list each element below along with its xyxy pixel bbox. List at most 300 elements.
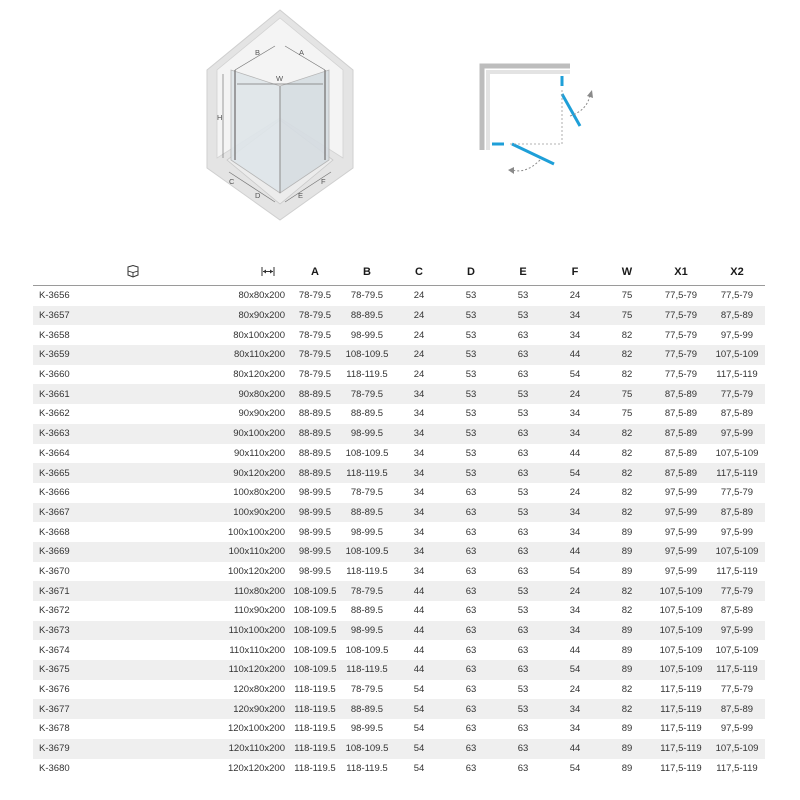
cell-x1: 77,5-79 bbox=[664, 310, 698, 322]
cell-model-code: K-3677 bbox=[39, 703, 70, 715]
cell-d: 53 bbox=[465, 290, 477, 302]
cell-size: 120x80x200 bbox=[233, 684, 285, 696]
table-row bbox=[33, 522, 765, 542]
cell-d: 53 bbox=[465, 467, 477, 479]
cell-model-code: K-3674 bbox=[39, 644, 70, 656]
cell-e: 53 bbox=[517, 684, 529, 696]
header-f: F bbox=[571, 265, 579, 278]
cell-size: 110x110x200 bbox=[229, 644, 285, 656]
cell-x2: 117,5-119 bbox=[716, 369, 758, 381]
cell-x1: 117,5-119 bbox=[660, 743, 702, 755]
cell-x1: 87,5-89 bbox=[664, 388, 698, 400]
cell-w: 89 bbox=[621, 526, 633, 538]
cell-w: 82 bbox=[621, 467, 633, 479]
cell-e: 63 bbox=[517, 467, 529, 479]
cell-x1: 97,5-99 bbox=[664, 526, 698, 538]
cell-b: 108-109.5 bbox=[345, 644, 389, 656]
cell-e: 63 bbox=[517, 369, 529, 381]
cell-size: 100x100x200 bbox=[227, 526, 285, 538]
cell-model-code: K-3676 bbox=[39, 684, 70, 696]
cell-d: 63 bbox=[465, 644, 477, 656]
cell-x1: 117,5-119 bbox=[660, 762, 702, 774]
cell-size: 100x120x200 bbox=[227, 565, 285, 577]
cell-a: 108-109.5 bbox=[293, 664, 337, 676]
cell-f: 44 bbox=[569, 644, 581, 656]
cell-e: 53 bbox=[517, 388, 529, 400]
cell-f: 24 bbox=[569, 388, 581, 400]
cell-size: 90x80x200 bbox=[238, 388, 285, 400]
cell-x2: 97,5-99 bbox=[720, 625, 754, 637]
right-swing-arrowhead-icon bbox=[587, 90, 593, 98]
cell-f: 24 bbox=[569, 585, 581, 597]
cell-size: 80x110x200 bbox=[233, 349, 285, 361]
cell-w: 82 bbox=[621, 703, 633, 715]
cell-f: 34 bbox=[569, 723, 581, 735]
cell-x1: 117,5-119 bbox=[660, 723, 702, 735]
cell-x1: 117,5-119 bbox=[660, 703, 702, 715]
cell-b: 78-79.5 bbox=[350, 684, 384, 696]
right-door-open-glass bbox=[562, 94, 580, 126]
cell-c: 24 bbox=[413, 290, 425, 302]
cell-f: 54 bbox=[569, 762, 581, 774]
cell-size: 120x100x200 bbox=[227, 723, 285, 735]
cell-x2: 107,5-109 bbox=[715, 743, 759, 755]
cell-x1: 77,5-79 bbox=[664, 369, 698, 381]
cell-x2: 97,5-99 bbox=[720, 526, 754, 538]
cell-model-code: K-3678 bbox=[39, 723, 70, 735]
cell-x1: 107,5-109 bbox=[659, 625, 703, 637]
cell-model-code: K-3659 bbox=[39, 349, 70, 361]
cell-x1: 97,5-99 bbox=[664, 565, 698, 577]
cell-d: 63 bbox=[465, 605, 477, 617]
cell-w: 82 bbox=[621, 605, 633, 617]
cell-b: 78-79.5 bbox=[350, 487, 384, 499]
table-row bbox=[33, 286, 765, 306]
cell-f: 44 bbox=[569, 546, 581, 558]
cell-a: 78-79.5 bbox=[298, 310, 332, 322]
cell-size: 80x100x200 bbox=[233, 329, 285, 341]
cell-c: 34 bbox=[413, 408, 425, 420]
cell-f: 54 bbox=[569, 664, 581, 676]
cell-c: 24 bbox=[413, 310, 425, 322]
cell-d: 63 bbox=[465, 664, 477, 676]
cell-x1: 97,5-99 bbox=[664, 487, 698, 499]
cell-b: 78-79.5 bbox=[350, 585, 384, 597]
cell-c: 44 bbox=[413, 644, 425, 656]
cell-a: 108-109.5 bbox=[293, 585, 337, 597]
cell-x1: 97,5-99 bbox=[664, 546, 698, 558]
cell-x1: 87,5-89 bbox=[664, 447, 698, 459]
cell-e: 63 bbox=[517, 762, 529, 774]
header-x1: X1 bbox=[674, 265, 688, 278]
cell-x1: 77,5-79 bbox=[664, 329, 698, 341]
table-row bbox=[33, 365, 765, 385]
table-row bbox=[33, 601, 765, 621]
cell-size: 80x120x200 bbox=[233, 369, 285, 381]
left-door-open-glass bbox=[512, 144, 554, 164]
cell-size: 90x100x200 bbox=[233, 428, 285, 440]
cell-d: 53 bbox=[465, 388, 477, 400]
cell-e: 63 bbox=[517, 546, 529, 558]
cell-w: 82 bbox=[621, 487, 633, 499]
cell-model-code: K-3670 bbox=[39, 565, 70, 577]
cell-d: 53 bbox=[465, 447, 477, 459]
cell-a: 98-99.5 bbox=[298, 506, 332, 518]
cell-a: 98-99.5 bbox=[298, 546, 332, 558]
cell-w: 75 bbox=[621, 388, 633, 400]
cell-model-code: K-3667 bbox=[39, 506, 70, 518]
cell-f: 34 bbox=[569, 329, 581, 341]
cell-x2: 107,5-109 bbox=[715, 447, 759, 459]
cell-f: 34 bbox=[569, 605, 581, 617]
left-swing-arrowhead-icon bbox=[508, 167, 514, 174]
cell-x1: 107,5-109 bbox=[659, 605, 703, 617]
cell-model-code: K-3679 bbox=[39, 743, 70, 755]
label-c: C bbox=[229, 177, 235, 186]
cell-f: 34 bbox=[569, 408, 581, 420]
cell-b: 118-119.5 bbox=[346, 762, 388, 774]
cell-x1: 117,5-119 bbox=[660, 684, 702, 696]
cell-a: 88-89.5 bbox=[298, 408, 332, 420]
cell-e: 53 bbox=[517, 585, 529, 597]
cell-d: 63 bbox=[465, 585, 477, 597]
cell-e: 63 bbox=[517, 664, 529, 676]
cell-x1: 87,5-89 bbox=[664, 408, 698, 420]
cell-d: 63 bbox=[465, 743, 477, 755]
cell-b: 118-119.5 bbox=[346, 565, 388, 577]
cell-x2: 77,5-79 bbox=[720, 585, 754, 597]
cell-f: 54 bbox=[569, 565, 581, 577]
cell-model-code: K-3671 bbox=[39, 585, 70, 597]
cell-c: 34 bbox=[413, 526, 425, 538]
cell-d: 63 bbox=[465, 762, 477, 774]
label-b: B bbox=[255, 48, 261, 57]
cell-w: 82 bbox=[621, 428, 633, 440]
cell-b: 98-99.5 bbox=[350, 723, 384, 735]
cell-c: 54 bbox=[413, 684, 425, 696]
cell-c: 34 bbox=[413, 428, 425, 440]
cell-x2: 107,5-109 bbox=[715, 644, 759, 656]
cell-x2: 87,5-89 bbox=[720, 605, 754, 617]
cell-f: 34 bbox=[569, 703, 581, 715]
cell-d: 63 bbox=[465, 684, 477, 696]
cell-w: 82 bbox=[621, 684, 633, 696]
table-row bbox=[33, 306, 765, 326]
cell-x2: 77,5-79 bbox=[720, 388, 754, 400]
cell-size: 110x100x200 bbox=[228, 625, 285, 637]
cell-x2: 117,5-119 bbox=[716, 467, 758, 479]
table-row bbox=[33, 404, 765, 424]
cell-size: 100x80x200 bbox=[233, 487, 285, 499]
cell-w: 82 bbox=[621, 349, 633, 361]
label-h: H bbox=[217, 113, 223, 122]
cell-f: 44 bbox=[569, 349, 581, 361]
cell-c: 34 bbox=[413, 447, 425, 459]
table-row bbox=[33, 562, 765, 582]
table-row bbox=[33, 640, 765, 660]
cell-w: 89 bbox=[621, 723, 633, 735]
cell-e: 63 bbox=[517, 447, 529, 459]
cell-b: 98-99.5 bbox=[350, 526, 384, 538]
cell-w: 89 bbox=[621, 565, 633, 577]
cell-d: 63 bbox=[465, 625, 477, 637]
cell-a: 108-109.5 bbox=[293, 605, 337, 617]
cell-a: 98-99.5 bbox=[298, 565, 332, 577]
cell-c: 44 bbox=[413, 664, 425, 676]
cell-a: 118-119.5 bbox=[294, 703, 336, 715]
cell-model-code: K-3665 bbox=[39, 467, 70, 479]
cell-size: 120x120x200 bbox=[227, 762, 285, 774]
cell-c: 24 bbox=[413, 369, 425, 381]
cell-e: 63 bbox=[517, 565, 529, 577]
cell-d: 53 bbox=[465, 428, 477, 440]
cell-d: 53 bbox=[465, 310, 477, 322]
cell-f: 34 bbox=[569, 506, 581, 518]
cell-size: 90x120x200 bbox=[233, 467, 285, 479]
cell-b: 88-89.5 bbox=[350, 506, 384, 518]
cell-c: 44 bbox=[413, 585, 425, 597]
cell-d: 63 bbox=[465, 723, 477, 735]
cell-e: 53 bbox=[517, 290, 529, 302]
cell-a: 118-119.5 bbox=[294, 684, 336, 696]
cell-a: 88-89.5 bbox=[298, 447, 332, 459]
cell-x1: 97,5-99 bbox=[664, 506, 698, 518]
cell-b: 88-89.5 bbox=[350, 703, 384, 715]
cell-w: 75 bbox=[621, 310, 633, 322]
cell-c: 54 bbox=[413, 743, 425, 755]
cell-e: 63 bbox=[517, 428, 529, 440]
cell-model-code: K-3680 bbox=[39, 762, 70, 774]
cell-c: 54 bbox=[413, 703, 425, 715]
cell-size: 80x80x200 bbox=[238, 290, 285, 302]
cell-model-code: K-3664 bbox=[39, 447, 70, 459]
cell-a: 108-109.5 bbox=[293, 644, 337, 656]
cell-w: 75 bbox=[621, 290, 633, 302]
cell-w: 75 bbox=[621, 408, 633, 420]
cell-a: 88-89.5 bbox=[298, 428, 332, 440]
cell-size: 90x110x200 bbox=[233, 447, 285, 459]
isometric-enclosure-diagram bbox=[205, 8, 355, 223]
cell-model-code: K-3672 bbox=[39, 605, 70, 617]
cell-x1: 87,5-89 bbox=[664, 428, 698, 440]
cell-e: 63 bbox=[517, 526, 529, 538]
cell-b: 118-119.5 bbox=[346, 369, 388, 381]
header-x2: X2 bbox=[730, 265, 744, 278]
cell-b: 118-119.5 bbox=[346, 467, 388, 479]
cell-x1: 77,5-79 bbox=[664, 290, 698, 302]
cell-f: 54 bbox=[569, 369, 581, 381]
cell-x2: 87,5-89 bbox=[720, 703, 754, 715]
cell-size: 90x90x200 bbox=[238, 408, 285, 420]
cell-x2: 117,5-119 bbox=[716, 565, 758, 577]
door-swing-dotted-lines bbox=[508, 90, 562, 144]
cell-a: 98-99.5 bbox=[298, 487, 332, 499]
cell-e: 53 bbox=[517, 487, 529, 499]
cell-model-code: K-3656 bbox=[39, 290, 70, 302]
cell-c: 44 bbox=[413, 625, 425, 637]
cell-e: 63 bbox=[517, 329, 529, 341]
cell-size: 120x110x200 bbox=[228, 743, 285, 755]
cell-a: 88-89.5 bbox=[298, 467, 332, 479]
cell-c: 44 bbox=[413, 605, 425, 617]
cell-model-code: K-3660 bbox=[39, 369, 70, 381]
table-row bbox=[33, 325, 765, 345]
table-row bbox=[33, 542, 765, 562]
cell-model-code: K-3657 bbox=[39, 310, 70, 322]
table-row bbox=[33, 759, 765, 779]
cell-size: 110x80x200 bbox=[233, 585, 285, 597]
cell-e: 63 bbox=[517, 349, 529, 361]
header-b: B bbox=[363, 265, 371, 278]
cell-f: 44 bbox=[569, 447, 581, 459]
label-f: F bbox=[321, 177, 326, 186]
cell-x2: 97,5-99 bbox=[720, 723, 754, 735]
cell-c: 34 bbox=[413, 546, 425, 558]
cell-x2: 107,5-109 bbox=[715, 349, 759, 361]
table-row bbox=[33, 345, 765, 365]
cell-model-code: K-3675 bbox=[39, 664, 70, 676]
table-row bbox=[33, 680, 765, 700]
cell-a: 98-99.5 bbox=[298, 526, 332, 538]
cell-e: 53 bbox=[517, 506, 529, 518]
cell-size: 110x120x200 bbox=[228, 664, 285, 676]
wall-corner bbox=[482, 66, 570, 150]
cell-c: 54 bbox=[413, 762, 425, 774]
cell-d: 63 bbox=[465, 703, 477, 715]
cell-model-code: K-3666 bbox=[39, 487, 70, 499]
cell-w: 82 bbox=[621, 585, 633, 597]
cell-b: 108-109.5 bbox=[345, 546, 389, 558]
cell-x1: 107,5-109 bbox=[659, 644, 703, 656]
cell-e: 53 bbox=[517, 310, 529, 322]
cell-e: 63 bbox=[517, 644, 529, 656]
cell-d: 53 bbox=[465, 369, 477, 381]
cell-b: 98-99.5 bbox=[350, 428, 384, 440]
table-row bbox=[33, 463, 765, 483]
cell-x2: 117,5-119 bbox=[716, 664, 758, 676]
table-row bbox=[33, 719, 765, 739]
cell-model-code: K-3661 bbox=[39, 388, 70, 400]
cell-x2: 97,5-99 bbox=[720, 428, 754, 440]
cell-c: 24 bbox=[413, 349, 425, 361]
cell-a: 78-79.5 bbox=[298, 369, 332, 381]
cell-x2: 107,5-109 bbox=[715, 546, 759, 558]
cell-e: 63 bbox=[517, 625, 529, 637]
cell-f: 34 bbox=[569, 526, 581, 538]
cell-w: 82 bbox=[621, 369, 633, 381]
cell-c: 34 bbox=[413, 487, 425, 499]
plan-view-diagram bbox=[478, 62, 598, 182]
cell-size: 100x90x200 bbox=[233, 506, 285, 518]
cell-d: 53 bbox=[465, 349, 477, 361]
cell-b: 88-89.5 bbox=[350, 310, 384, 322]
cell-b: 78-79.5 bbox=[350, 388, 384, 400]
cell-b: 118-119.5 bbox=[346, 664, 388, 676]
cell-x1: 107,5-109 bbox=[659, 664, 703, 676]
cell-model-code: K-3673 bbox=[39, 625, 70, 637]
cell-c: 34 bbox=[413, 506, 425, 518]
header-d: D bbox=[467, 265, 475, 278]
label-w: W bbox=[276, 74, 284, 83]
model-column-header bbox=[33, 258, 89, 286]
cell-a: 78-79.5 bbox=[298, 290, 332, 302]
table-row bbox=[33, 699, 765, 719]
cell-model-code: K-3669 bbox=[39, 546, 70, 558]
cell-w: 89 bbox=[621, 546, 633, 558]
cell-x2: 77,5-79 bbox=[720, 290, 754, 302]
cell-e: 63 bbox=[517, 743, 529, 755]
model-icon bbox=[125, 265, 141, 278]
cell-size: 110x90x200 bbox=[233, 605, 285, 617]
label-e: E bbox=[298, 191, 304, 200]
cell-x1: 107,5-109 bbox=[659, 585, 703, 597]
cell-x2: 87,5-89 bbox=[720, 506, 754, 518]
header-w: W bbox=[621, 265, 633, 278]
cell-d: 63 bbox=[465, 506, 477, 518]
table-row bbox=[33, 581, 765, 601]
cell-x2: 77,5-79 bbox=[720, 487, 754, 499]
cell-d: 63 bbox=[465, 526, 477, 538]
cell-w: 89 bbox=[621, 743, 633, 755]
width-arrows-icon bbox=[261, 267, 275, 276]
table-row bbox=[33, 483, 765, 503]
header-e: E bbox=[519, 265, 527, 278]
cell-d: 53 bbox=[465, 408, 477, 420]
cell-x2: 97,5-99 bbox=[720, 329, 754, 341]
cell-w: 89 bbox=[621, 644, 633, 656]
cell-f: 34 bbox=[569, 625, 581, 637]
cell-x1: 77,5-79 bbox=[664, 349, 698, 361]
cell-b: 108-109.5 bbox=[345, 447, 389, 459]
wall-corner-inner bbox=[488, 72, 570, 150]
cell-a: 78-79.5 bbox=[298, 349, 332, 361]
cell-a: 88-89.5 bbox=[298, 388, 332, 400]
cell-x1: 87,5-89 bbox=[664, 467, 698, 479]
cell-b: 108-109.5 bbox=[345, 743, 389, 755]
cell-d: 63 bbox=[465, 546, 477, 558]
left-door-swing-arrow bbox=[512, 160, 540, 171]
cell-x2: 87,5-89 bbox=[720, 408, 754, 420]
dimensions-table bbox=[33, 258, 765, 778]
cell-f: 24 bbox=[569, 487, 581, 499]
cell-f: 44 bbox=[569, 743, 581, 755]
cell-w: 89 bbox=[621, 625, 633, 637]
cell-b: 98-99.5 bbox=[350, 329, 384, 341]
cell-model-code: K-3662 bbox=[39, 408, 70, 420]
table-row bbox=[33, 503, 765, 523]
cell-e: 53 bbox=[517, 408, 529, 420]
cell-w: 89 bbox=[621, 762, 633, 774]
table-row bbox=[33, 621, 765, 641]
table-header-row bbox=[33, 258, 765, 286]
label-d: D bbox=[255, 191, 261, 200]
cell-d: 53 bbox=[465, 329, 477, 341]
cell-model-code: K-3658 bbox=[39, 329, 70, 341]
cell-size: 80x90x200 bbox=[238, 310, 285, 322]
cell-w: 82 bbox=[621, 447, 633, 459]
table-row bbox=[33, 384, 765, 404]
cell-f: 34 bbox=[569, 310, 581, 322]
cell-f: 54 bbox=[569, 467, 581, 479]
cell-c: 34 bbox=[413, 467, 425, 479]
cell-c: 34 bbox=[413, 565, 425, 577]
label-a: A bbox=[299, 48, 305, 57]
header-c: C bbox=[415, 265, 423, 278]
cell-e: 53 bbox=[517, 605, 529, 617]
cell-b: 78-79.5 bbox=[350, 290, 384, 302]
cell-w: 82 bbox=[621, 506, 633, 518]
cell-c: 34 bbox=[413, 388, 425, 400]
